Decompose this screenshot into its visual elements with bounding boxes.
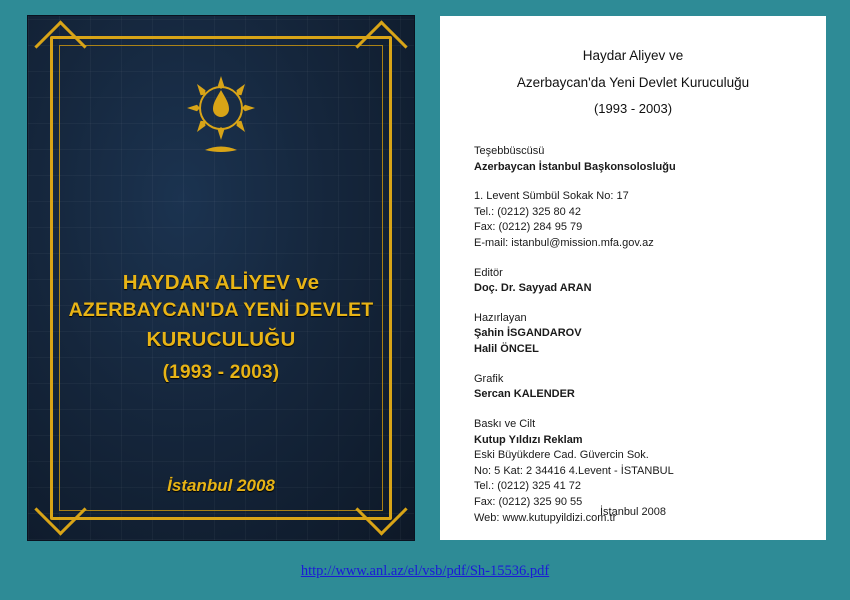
- imprint-block-line: Web: www.kutupyildizi.com.tr: [474, 511, 617, 524]
- imprint-block-line: Doç. Dr. Sayyad ARAN: [474, 282, 592, 295]
- imprint-block-line: Fax: (0212) 325 90 55: [474, 495, 583, 508]
- imprint-block-line: Halil ÖNCEL: [474, 343, 539, 356]
- imprint-title-line-2: Azerbaycan'da Yeni Devlet Kuruculuğu: [516, 75, 750, 90]
- imprint-block: [474, 372, 792, 403]
- imprint-block-line: Sercan KALENDER: [474, 388, 575, 401]
- imprint-block-line: Eski Büyükdere Cad. Güvercin Sok.: [474, 449, 649, 462]
- cover-title: [62, 268, 380, 387]
- imprint-block-line: Fax: (0212) 284 95 79: [474, 221, 583, 234]
- imprint-block: [474, 189, 792, 251]
- imprint-title-line-1: Haydar Aliyev ve: [582, 48, 684, 63]
- imprint-block: [474, 311, 792, 358]
- cover-title-line-2: AZERBAYCAN'DA YENİ DEVLET: [68, 299, 374, 322]
- imprint-block-line: Tel.: (0212) 325 41 72: [474, 480, 582, 493]
- imprint-block-line: Şahin İSGANDAROV: [474, 327, 582, 340]
- imprint-block-line: 1. Levent Sümbül Sokak No: 17: [474, 190, 629, 203]
- cover-title-line-3: KURUCULUĞU: [146, 327, 296, 351]
- imprint-block-label: Teşebbüscüsü: [474, 145, 545, 157]
- cover-title-line-1: HAYDAR ALİYEV ve: [122, 271, 320, 294]
- azerbaijan-flame-star-emblem: [175, 68, 267, 164]
- imprint-block-label: Baskı ve Cilt: [474, 417, 536, 430]
- imprint-bottom-line: İstanbul 2008: [599, 506, 667, 518]
- source-link-bar: [0, 562, 850, 580]
- source-pdf-link[interactable]: http://www.anl.az/el/vsb/pdf/Sh-15536.pdf: [300, 563, 550, 579]
- imprint-block-line: Azerbaycan İstanbul Başkonsolosluğu: [474, 160, 676, 173]
- imprint-block-line: No: 5 Kat: 2 34416 4.Levent - İSTANBUL: [474, 464, 674, 477]
- imprint-block-line: Kutup Yıldızı Reklam: [474, 433, 583, 446]
- imprint-block-label: Hazırlayan: [474, 311, 527, 324]
- cover-imprint-footer: İstanbul 2008: [167, 476, 275, 495]
- imprint-title-years: (1993 - 2003): [593, 101, 673, 116]
- imprint-block: [474, 144, 792, 175]
- imprint-block-line: Tel.: (0212) 325 80 42: [474, 205, 582, 218]
- imprint-title: [474, 42, 792, 122]
- imprint-block-line: E-mail: istanbul@mission.mfa.gov.az: [474, 237, 654, 250]
- cover-title-years: (1993 - 2003): [162, 361, 280, 383]
- imprint-block: [474, 266, 792, 297]
- book-cover-image: [28, 16, 414, 540]
- imprint-credit-blocks: [474, 144, 792, 526]
- imprint-block-label: Grafik: [474, 372, 504, 385]
- imprint-page: [440, 16, 826, 540]
- imprint-block-label: Editör: [474, 266, 503, 279]
